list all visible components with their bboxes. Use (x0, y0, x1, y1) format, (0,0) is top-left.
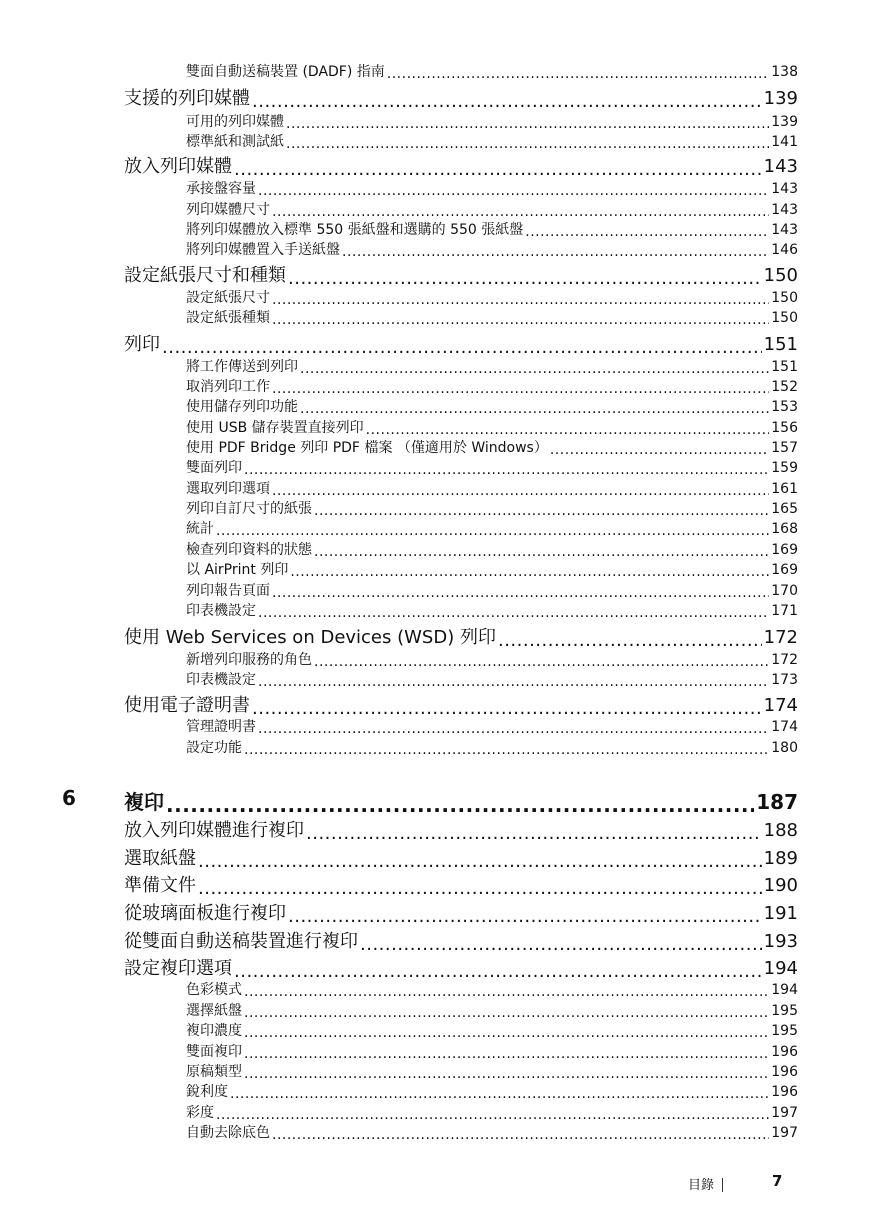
toc-entry-title: 使用 Web Services on Devices (WSD) 列印 (124, 627, 496, 648)
toc-entry-page: 165 (771, 501, 798, 517)
toc-entry-page: 172 (771, 652, 798, 668)
toc-subentry[interactable] (186, 600, 798, 620)
dot-leader (300, 361, 769, 375)
toc-entry-page: 196 (771, 1064, 798, 1080)
toc-entry-page: 143 (771, 202, 798, 218)
toc-subentry[interactable] (186, 356, 798, 376)
toc-entry-title: 原稿類型 (186, 1064, 242, 1080)
toc-entry-page: 141 (771, 134, 798, 150)
toc-subentry[interactable] (186, 376, 798, 396)
toc-entry-title: 將列印媒體置入手送紙盤 (186, 242, 340, 258)
toc-entry-title: 檢查列印資料的狀態 (186, 542, 312, 558)
toc-entry-page: 197 (771, 1105, 798, 1121)
toc-entry-page: 151 (763, 334, 798, 355)
footer-label: 目錄 (688, 1178, 715, 1193)
toc-entry-page: 138 (771, 64, 798, 80)
toc-entry-title: 銳利度 (186, 1084, 228, 1100)
toc-entry-page: 152 (771, 379, 798, 395)
toc-subentry[interactable] (186, 539, 798, 559)
toc-entry-page: 190 (763, 875, 798, 896)
toc-entry-page: 174 (763, 695, 798, 716)
dot-leader (198, 878, 762, 896)
dot-leader (166, 793, 754, 813)
toc-entry-title: 新增列印服務的角色 (186, 652, 312, 668)
toc-section[interactable] (124, 954, 798, 980)
dot-leader (258, 721, 769, 735)
toc-section[interactable] (124, 816, 798, 842)
dot-leader (550, 442, 769, 456)
toc-subentry[interactable] (186, 1081, 798, 1101)
dot-leader (342, 244, 769, 258)
toc-entry-page: 172 (763, 627, 798, 648)
toc-entry-page: 150 (771, 310, 798, 326)
toc-chapter[interactable] (124, 786, 798, 815)
toc-subentry[interactable] (186, 580, 798, 600)
toc-entry-title: 標準紙和測試紙 (186, 134, 284, 150)
dot-leader (290, 564, 769, 578)
toc-entry-title: 印表機設定 (186, 603, 256, 619)
toc-entry-page: 143 (771, 222, 798, 238)
toc-subentry[interactable] (186, 457, 798, 477)
toc-entry-title: 色彩模式 (186, 982, 242, 998)
toc-entry-page: 189 (763, 848, 798, 869)
toc-entry-page: 197 (771, 1125, 798, 1141)
toc-subentry[interactable] (186, 518, 798, 538)
toc-entry-page: 157 (771, 440, 798, 456)
dot-leader (244, 984, 769, 998)
dot-leader (244, 742, 769, 756)
toc-entry-title: 以 AirPrint 列印 (186, 562, 289, 578)
toc-entry-title: 將工作傳送到列印 (186, 359, 298, 375)
toc-entry-page: 195 (771, 1023, 798, 1039)
dot-leader (244, 1066, 769, 1080)
toc-section[interactable] (124, 899, 798, 925)
toc-subentry[interactable] (186, 669, 798, 689)
toc-subentry[interactable] (186, 1020, 798, 1040)
dot-leader (244, 1046, 769, 1060)
toc-subentry[interactable] (186, 61, 798, 81)
toc-subentry[interactable] (186, 498, 798, 518)
dot-leader (272, 1127, 769, 1141)
toc-subentry[interactable] (186, 396, 798, 416)
toc-entry-page: 143 (763, 156, 798, 177)
dot-leader (252, 698, 762, 716)
toc-entry-title: 選取列印選項 (186, 481, 270, 497)
toc-subentry[interactable] (186, 307, 798, 327)
toc-section[interactable] (124, 261, 798, 287)
toc-entry-page: 174 (771, 719, 798, 735)
toc-subentry[interactable] (186, 1122, 798, 1142)
toc-entry-page: 143 (771, 181, 798, 197)
dot-leader (198, 851, 762, 869)
toc-subentry[interactable] (186, 287, 798, 307)
toc-entry-title: 使用儲存列印功能 (186, 399, 298, 415)
toc-subentry[interactable] (186, 417, 798, 437)
toc-subentry[interactable] (186, 1061, 798, 1081)
dot-leader (387, 66, 769, 80)
toc-entry-title: 自動去除底色 (186, 1125, 270, 1141)
dot-leader (288, 906, 762, 924)
toc-entry-page: 139 (771, 114, 798, 130)
toc-section[interactable] (124, 84, 798, 110)
toc-entry-page: 168 (771, 521, 798, 537)
toc-section[interactable] (124, 927, 798, 953)
toc-entry-title: 雙面自動送稿裝置 (DADF) 指南 (186, 64, 385, 80)
toc-entry-page: 150 (771, 290, 798, 306)
dot-leader (234, 159, 762, 177)
toc-subentry[interactable] (186, 716, 798, 736)
footer-divider (722, 1178, 723, 1192)
toc-section[interactable] (124, 623, 798, 649)
toc-subentry[interactable] (186, 219, 798, 239)
toc-section[interactable] (124, 871, 798, 897)
toc-entry-title: 列印報告頁面 (186, 583, 270, 599)
toc-entry-page: 169 (771, 542, 798, 558)
toc-entry-title: 設定紙張種類 (186, 310, 270, 326)
toc-entry-title: 管理證明書 (186, 719, 256, 735)
toc-entry-title: 將列印媒體放入標準 550 張紙盤和選購的 550 張紙盤 (186, 222, 524, 238)
toc-entry-title: 承接盤容量 (186, 181, 256, 197)
toc-entry-page: 188 (763, 820, 798, 841)
toc-entry-page: 196 (771, 1044, 798, 1060)
toc-entry-title: 可用的列印媒體 (186, 114, 284, 130)
toc-entry-title: 使用 PDF Bridge 列印 PDF 檔案 （僅適用於 Windows） (186, 440, 548, 456)
toc-entry-title: 列印 (124, 334, 160, 355)
toc-entry-page: 146 (771, 242, 798, 258)
toc-entry-page: 193 (763, 931, 798, 952)
toc-entry-page: 151 (771, 359, 798, 375)
dot-leader (272, 312, 769, 326)
page-number: 7 (772, 1172, 783, 1190)
toc-section[interactable] (124, 152, 798, 178)
chapter-number: 6 (62, 786, 76, 810)
toc-entry-page: 153 (771, 399, 798, 415)
dot-leader (366, 422, 770, 436)
toc-entry-title: 從玻璃面板進行複印 (124, 903, 286, 924)
toc-entry-title: 統計 (186, 521, 214, 537)
toc-entry-title: 設定複印選項 (124, 958, 232, 979)
toc-entry-page: 139 (763, 88, 798, 109)
dot-leader (252, 91, 762, 109)
toc-entry-page: 150 (763, 265, 798, 286)
dot-leader (234, 961, 762, 979)
dot-leader (162, 337, 762, 355)
toc-subentry[interactable] (186, 437, 798, 457)
toc-entry-title: 選取紙盤 (124, 848, 196, 869)
toc-subentry[interactable] (186, 199, 798, 219)
toc-entry-page: 170 (771, 583, 798, 599)
toc-subentry[interactable] (186, 559, 798, 579)
dot-leader (258, 605, 769, 619)
toc-subentry[interactable] (186, 1000, 798, 1020)
toc-subentry[interactable] (186, 1041, 798, 1061)
toc-entry-title: 複印濃度 (186, 1023, 242, 1039)
toc-entry-title: 放入列印媒體進行複印 (124, 820, 304, 841)
toc-entry-title: 印表機設定 (186, 672, 256, 688)
toc-entry-title: 支援的列印媒體 (124, 88, 250, 109)
dot-leader (272, 292, 769, 306)
dot-leader (288, 268, 762, 286)
dot-leader (216, 1107, 769, 1121)
toc-section[interactable] (124, 691, 798, 717)
dot-leader (306, 823, 762, 841)
toc-subentry[interactable] (186, 111, 798, 131)
toc-entry-page: 169 (771, 562, 798, 578)
toc-subentry[interactable] (186, 979, 798, 999)
dot-leader (216, 523, 769, 537)
toc-section[interactable] (124, 844, 798, 870)
toc-entry-page: 173 (771, 672, 798, 688)
toc-entry-page: 180 (771, 740, 798, 756)
dot-leader (272, 483, 769, 497)
dot-leader (258, 674, 769, 688)
dot-leader (360, 934, 762, 952)
toc-entry-page: 171 (771, 603, 798, 619)
toc-entry-title: 從雙面自動送稿裝置進行複印 (124, 931, 358, 952)
dot-leader (525, 224, 769, 238)
toc-entry-title: 使用 USB 儲存裝置直接列印 (186, 420, 364, 436)
toc-subentry[interactable] (186, 737, 798, 757)
toc-entry-page: 196 (771, 1084, 798, 1100)
toc-entry-page: 195 (771, 1003, 798, 1019)
toc-entry-title: 設定紙張尺寸和種類 (124, 265, 286, 286)
toc-subentry[interactable] (186, 1102, 798, 1122)
dot-leader (244, 1005, 769, 1019)
toc-entry-title: 設定紙張尺寸 (186, 290, 270, 306)
toc-entry-title: 雙面複印 (186, 1044, 242, 1060)
dot-leader (230, 1086, 769, 1100)
toc-entry-title: 放入列印媒體 (124, 156, 232, 177)
toc-section[interactable] (124, 330, 798, 356)
toc-subentry[interactable] (186, 131, 798, 151)
toc-entry-page: 161 (771, 481, 798, 497)
toc-entry-page: 191 (763, 903, 798, 924)
toc-subentry[interactable] (186, 478, 798, 498)
toc-entry-title: 使用電子證明書 (124, 695, 250, 716)
toc-entry-title: 取消列印工作 (186, 379, 270, 395)
toc-subentry[interactable] (186, 239, 798, 259)
toc-entry-page: 156 (771, 420, 798, 436)
toc-subentry[interactable] (186, 649, 798, 669)
toc-entry-title: 複印 (124, 790, 164, 814)
dot-leader (286, 136, 769, 150)
toc-entry-page: 159 (771, 460, 798, 476)
dot-leader (272, 204, 769, 218)
dot-leader (498, 630, 762, 648)
toc-entry-page: 187 (756, 790, 798, 814)
toc-entry-title: 設定功能 (186, 740, 242, 756)
dot-leader (300, 401, 769, 415)
toc-entry-title: 列印媒體尺寸 (186, 202, 270, 218)
dot-leader (272, 381, 769, 395)
dot-leader (314, 654, 769, 668)
page-footer (0, 1172, 869, 1196)
toc-entry-page: 194 (771, 982, 798, 998)
toc-entry-title: 列印自訂尺寸的紙張 (186, 501, 312, 517)
dot-leader (314, 544, 769, 558)
dot-leader (244, 462, 769, 476)
toc-entry-title: 選擇紙盤 (186, 1003, 242, 1019)
toc-entry-title: 準備文件 (124, 875, 196, 896)
toc-entry-title: 雙面列印 (186, 460, 242, 476)
toc-subentry[interactable] (186, 178, 798, 198)
toc-entry-page: 194 (763, 958, 798, 979)
dot-leader (314, 503, 769, 517)
dot-leader (258, 183, 769, 197)
toc-entry-title: 彩度 (186, 1105, 214, 1121)
dot-leader (272, 585, 769, 599)
dot-leader (286, 116, 769, 130)
dot-leader (244, 1025, 769, 1039)
